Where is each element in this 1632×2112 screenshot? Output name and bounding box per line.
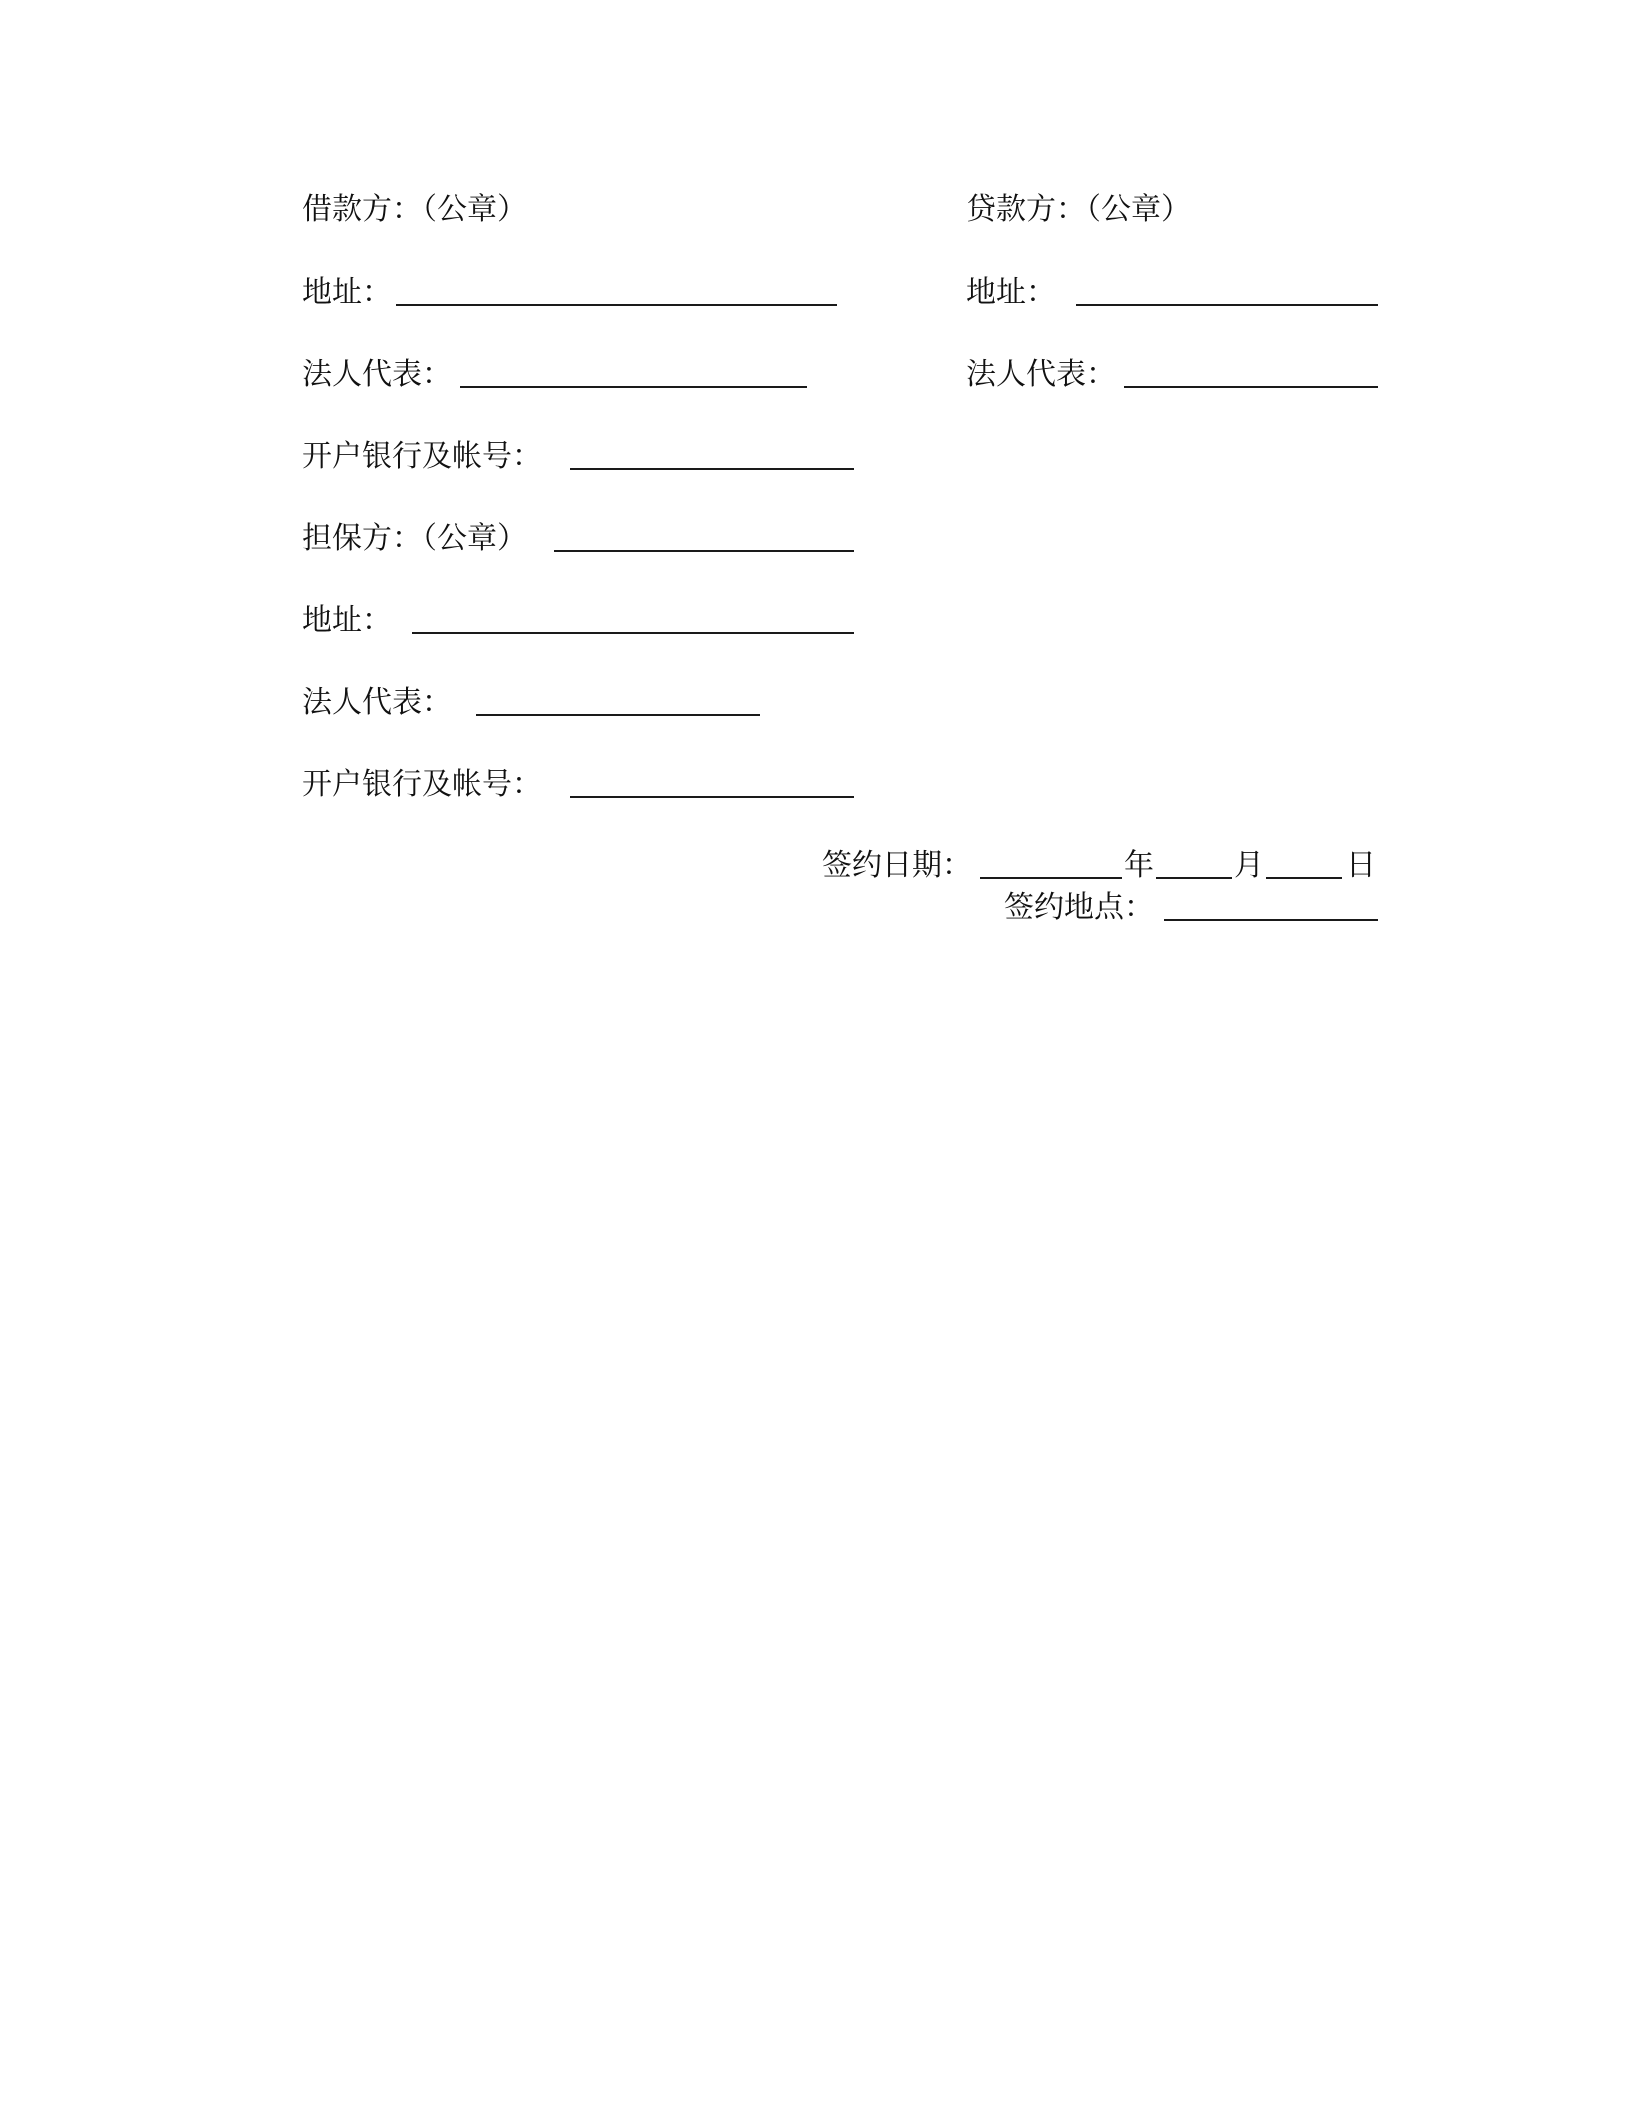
signing-year-field[interactable] [980, 877, 1122, 879]
lender-heading: 贷款方：（公章） [966, 192, 1191, 227]
borrower-heading: 借款方：（公章） [302, 192, 527, 227]
signing-day-label: 日 [1346, 848, 1376, 883]
guarantor-bank-account-label: 开户银行及帐号： [302, 767, 542, 802]
signing-month-field[interactable] [1156, 877, 1232, 879]
signing-place-label: 签约地点： [1004, 890, 1154, 925]
guarantor-address-field[interactable] [412, 632, 854, 634]
signing-month-label: 月 [1234, 848, 1264, 883]
lender-address-label: 地址： [966, 275, 1056, 310]
borrower-bank-account-field[interactable] [570, 468, 854, 470]
signing-place-field[interactable] [1164, 919, 1378, 921]
guarantor-heading: 担保方：（公章） [302, 521, 527, 556]
borrower-address-label: 地址： [302, 275, 392, 310]
guarantor-bank-account-field[interactable] [570, 796, 854, 798]
guarantor-legal-rep-label: 法人代表： [302, 685, 452, 720]
borrower-address-field[interactable] [396, 304, 837, 306]
borrower-legal-rep-field[interactable] [460, 386, 807, 388]
lender-legal-rep-label: 法人代表： [966, 357, 1116, 392]
borrower-legal-rep-label: 法人代表： [302, 357, 452, 392]
guarantor-legal-rep-field[interactable] [476, 714, 760, 716]
lender-legal-rep-field[interactable] [1124, 386, 1378, 388]
guarantor-seal-field[interactable] [554, 550, 854, 552]
signing-date-label: 签约日期： [822, 848, 972, 883]
guarantor-address-label: 地址： [302, 603, 392, 638]
lender-address-field[interactable] [1076, 304, 1378, 306]
signing-year-label: 年 [1124, 848, 1154, 883]
signing-day-field[interactable] [1266, 877, 1342, 879]
borrower-bank-account-label: 开户银行及帐号： [302, 439, 542, 474]
